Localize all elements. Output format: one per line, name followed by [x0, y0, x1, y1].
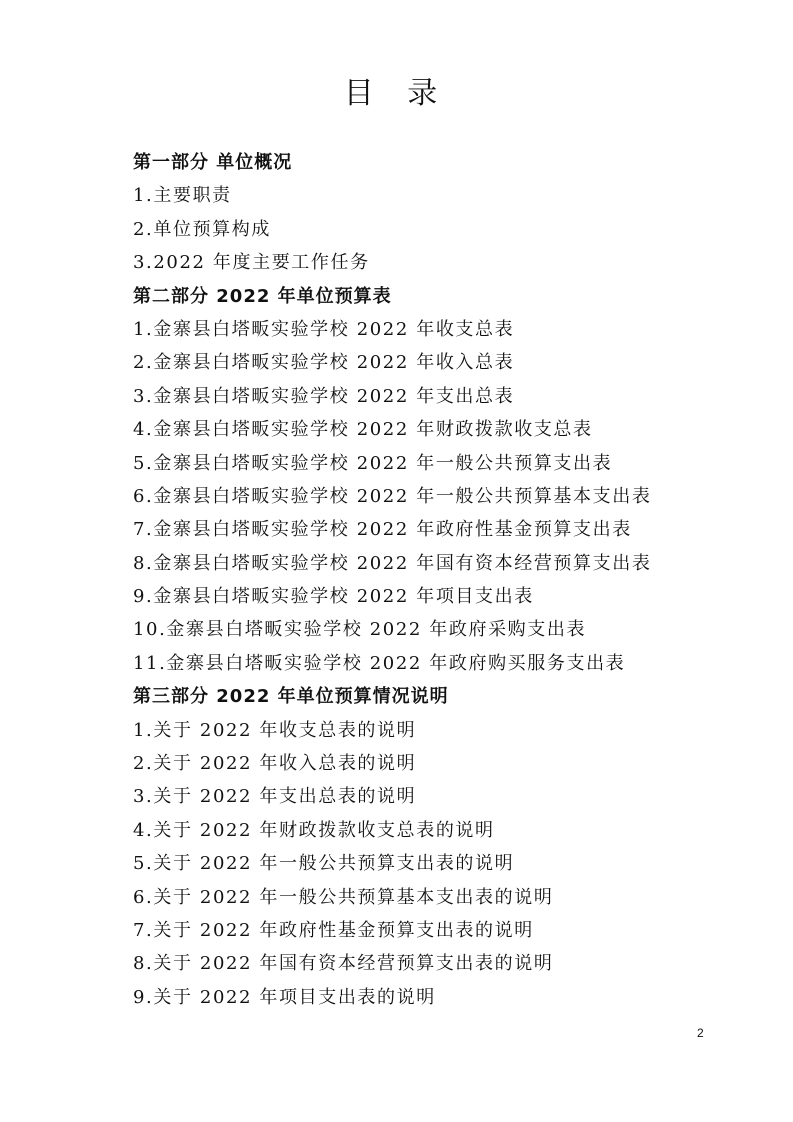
section-heading: 第三部分 2022 年单位预算情况说明 [133, 686, 449, 708]
page-title: 目 录 [343, 76, 450, 111]
toc-item: 1.金寨县白塔畈实验学校 2022 年收支总表 [133, 318, 515, 340]
toc-item: 8.金寨县白塔畈实验学校 2022 年国有资本经营预算支出表 [133, 552, 652, 574]
toc-item: 1.主要职责 [133, 185, 232, 207]
toc-item: 9.关于 2022 年项目支出表的说明 [133, 986, 436, 1008]
toc-item: 7.关于 2022 年政府性基金预算支出表的说明 [133, 919, 534, 941]
toc-item: 4.关于 2022 年财政拨款收支总表的说明 [133, 819, 495, 841]
toc-item: 9.金寨县白塔畈实验学校 2022 年项目支出表 [133, 586, 534, 608]
section-heading: 第二部分 2022 年单位预算表 [133, 285, 392, 307]
toc-item: 4.金寨县白塔畈实验学校 2022 年财政拨款收支总表 [133, 419, 593, 441]
toc-item: 7.金寨县白塔畈实验学校 2022 年政府性基金预算支出表 [133, 519, 632, 541]
toc-item: 2.单位预算构成 [133, 218, 271, 240]
toc-item: 5.关于 2022 年一般公共预算支出表的说明 [133, 853, 515, 875]
page-number: 2 [697, 1026, 704, 1040]
toc-item: 10.金寨县白塔畈实验学校 2022 年政府采购支出表 [133, 619, 587, 641]
section-heading: 第一部分 单位概况 [133, 152, 293, 173]
toc-item: 6.金寨县白塔畈实验学校 2022 年一般公共预算基本支出表 [133, 485, 652, 507]
toc-item: 8.关于 2022 年国有资本经营预算支出表的说明 [133, 953, 554, 975]
toc-item: 11.金寨县白塔畈实验学校 2022 年政府购买服务支出表 [133, 652, 626, 674]
toc-item: 1.关于 2022 年收支总表的说明 [133, 719, 417, 741]
toc-item: 3.2022 年度主要工作任务 [133, 252, 370, 274]
toc-item: 2.金寨县白塔畈实验学校 2022 年收入总表 [133, 352, 515, 374]
table-of-contents [133, 146, 753, 1014]
toc-item: 6.关于 2022 年一般公共预算基本支出表的说明 [133, 886, 554, 908]
toc-item: 3.金寨县白塔畈实验学校 2022 年支出总表 [133, 385, 515, 407]
toc-item: 3.关于 2022 年支出总表的说明 [133, 786, 417, 808]
toc-item: 2.关于 2022 年收入总表的说明 [133, 753, 417, 775]
toc-item: 5.金寨县白塔畈实验学校 2022 年一般公共预算支出表 [133, 452, 613, 474]
